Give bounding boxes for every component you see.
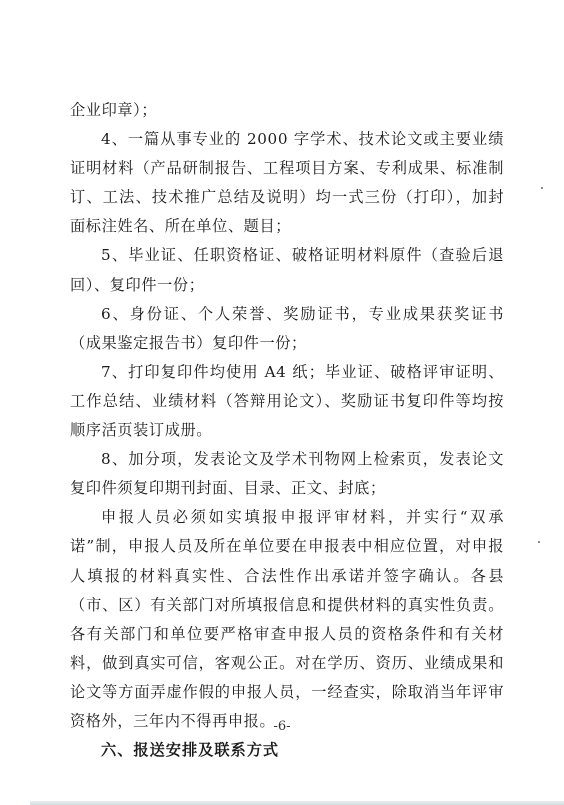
paragraph-commitment: 申报人员必须如实填报申报评审材料，并实行“双承诺”制，申报人员及所在单位要在申报表中相应位置，对申报人填报的材料真实性、合法性作出承诺并签字确认。各县（市、区）有关部门对所填报信息和提供材料的真实性负责。各有关部门和单位要严格审查申报人员的资格条件和有关材料，做到真实可信，客观公正。对在学历、资历、业绩成果和论文等方面弄虚作假的申报人员，一经查实，除取消当年评审资格外，三年内不得再申报。 bbox=[70, 508, 504, 730]
paragraph-item-4: 4、一篇从事专业的 2000 字学术、技术论文或主要业绩证明材料（产品研制报告、工程项目方案、专利成果、标准制订、工法、技术推广总结及说明）均一式三份（打印），加封面标注姓名、所在单位、题目； bbox=[70, 130, 504, 236]
scan-edge-shadow bbox=[30, 801, 564, 805]
paragraph-item-8: 8、加分项，发表论文及学术刊物网上检索页，发表论文复印件须复印期刊封面、目录、正文、封底； bbox=[70, 450, 504, 498]
paragraph-continuation: 企业印章）； bbox=[70, 101, 158, 119]
paragraph-item-5: 5、毕业证、任职资格证、破格证明材料原件（查验后退回）、复印件一份； bbox=[70, 246, 504, 294]
page-number: -6- bbox=[273, 719, 291, 734]
section-heading: 六、报送安排及联系方式 bbox=[101, 741, 280, 760]
document-body bbox=[70, 96, 504, 765]
scan-speck bbox=[538, 541, 540, 543]
scan-speck bbox=[541, 187, 543, 189]
paragraph-item-7: 7、打印复印件均使用 A4 纸；毕业证、破格评审证明、工作总结、业绩材料（答辩用论文）、奖励证书复印件等均按顺序活页装订成册。 bbox=[70, 362, 504, 440]
paragraph-item-6: 6、身份证、个人荣誉、奖励证书，专业成果获奖证书（成果鉴定报告书）复印件一份； bbox=[70, 304, 504, 352]
